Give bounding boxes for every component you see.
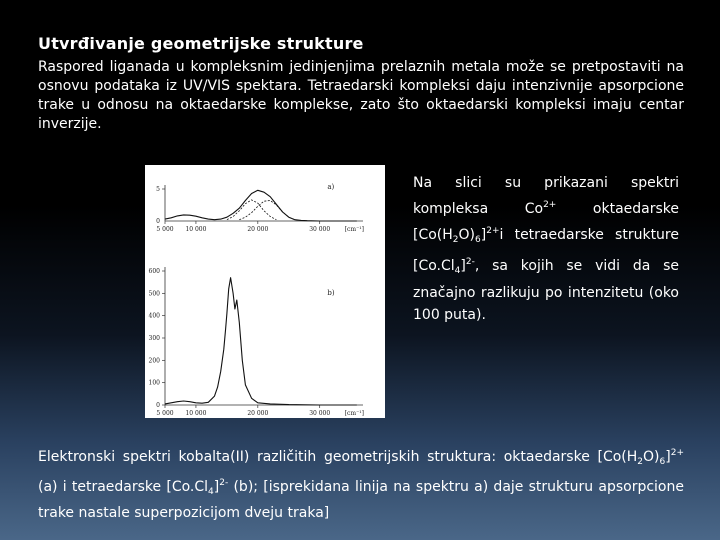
y-tick-label-1: 5 [156, 186, 160, 193]
y-tick-label-2: 200 [148, 357, 160, 365]
panel-label-1: a) [327, 183, 335, 191]
spectra-figure [145, 165, 385, 418]
panel-label-2: b) [327, 289, 335, 297]
x-tick-label-2: 10 000 [185, 410, 207, 417]
x-unit-label-2: [cm⁻¹] [344, 410, 364, 417]
side-paragraph: Na slici su prikazani spektri kompleksa $Co^{2+}$ oktaedarske $[Co(H_2O)_6]^{2+}i$ tetraedarske strukture $[Co.Cl_4]^{2-}$, sa kojih se vidi da se značajno razlikuju po intenzitetu (oko 100 puta). [413, 175, 679, 323]
x-tick-label-1: 30 000 [309, 226, 331, 233]
y-tick-label-2: 0 [156, 402, 160, 409]
spectrum-line-1-2 [227, 200, 277, 220]
spectrum-line-1-1 [165, 190, 357, 221]
x-unit-label-1: [cm⁻¹] [344, 226, 364, 233]
y-tick-label-2: 500 [148, 290, 160, 298]
y-tick-label-2: 300 [148, 335, 160, 342]
x-tick-label-1: 10 000 [185, 226, 207, 233]
slide-title: Utvrđivanje geometrijske strukture [38, 34, 364, 53]
y-tick-label-2: 100 [148, 379, 160, 387]
y-tick-label-2: 600 [148, 268, 160, 275]
y-tick-label-2: 400 [148, 312, 160, 320]
spectrum-line-1-3 [239, 201, 295, 220]
x-tick-label-1: 5 000 [156, 226, 174, 233]
y-tick-label-1: 0 [156, 218, 160, 225]
intro-paragraph: Raspored liganada u kompleksnim jedinjenjima prelaznih metala može se pretpostaviti na osnovu podataka iz UV/VIS spektara. Tetraedarski kompleksi daju intenzivnije apsorpcione trake u odnosu na oktaedarske komplekse, zato što oktaedarski kompleksi imaju centar inverzije. [38, 59, 684, 132]
x-tick-label-1: 20 000 [247, 226, 269, 233]
figure-caption: Elektronski spektri kobalta(II) različitih geometrijskih struktura: oktaedarske $[Co(H_2O)_6]^{2+}$ (a) i tetraedarske $[Co.Cl_4]^{2-}$ (b); [isprekidana linija na spektru a) daje strukturu apsorpcione trake nastale superpozicijom dveju traka] [38, 448, 684, 521]
x-tick-label-2: 30 000 [309, 410, 331, 417]
x-tick-label-2: 5 000 [156, 410, 174, 417]
spectra-chart [145, 165, 385, 418]
x-tick-label-2: 20 000 [247, 410, 269, 417]
